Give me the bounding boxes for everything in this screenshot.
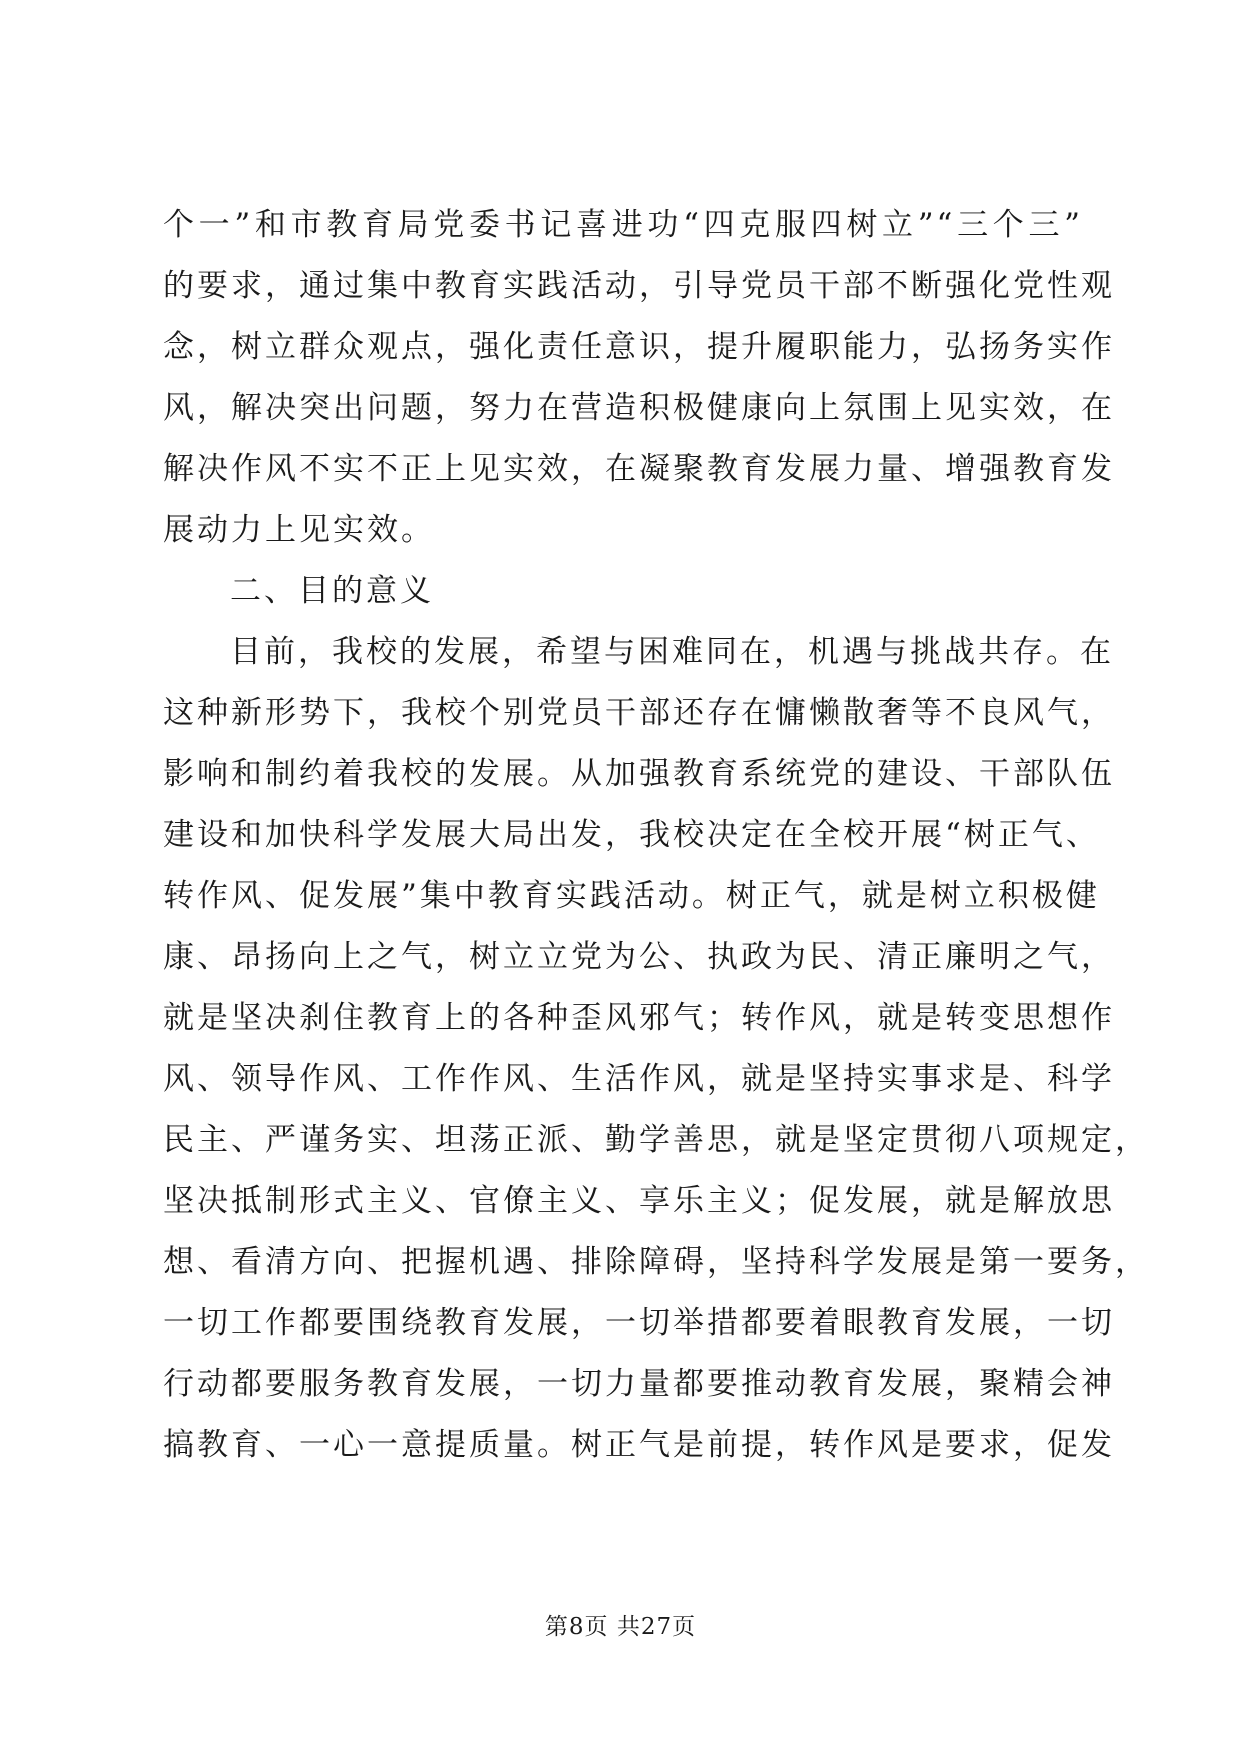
page-number-footer: 第8页 共27页	[544, 1614, 697, 1640]
text-line: 的要求，通过集中教育实践活动，引导党员干部不断强化党性观	[163, 268, 1115, 304]
text-line: 风，解决突出问题，努力在营造积极健康向上氛围上见实效，在	[163, 390, 1115, 426]
text-line: 展动力上见实效。	[163, 512, 435, 548]
text-line: 目前，我校的发展，希望与困难同在，机遇与挑战共存。在	[230, 634, 1114, 670]
text-line: 念，树立群众观点，强化责任意识，提升履职能力，弘扬务实作	[163, 329, 1115, 365]
text-line: 想、看清方向、把握机遇、排除障碍，坚持科学发展是第一要务，	[163, 1244, 1149, 1280]
text-line: 影响和制约着我校的发展。从加强教育系统党的建设、干部队伍	[163, 756, 1115, 792]
text-line: 解决作风不实不正上见实效，在凝聚教育发展力量、增强教育发	[163, 451, 1115, 487]
document-body	[163, 195, 1149, 1476]
text-line: 康、昂扬向上之气，树立立党为公、执政为民、清正廉明之气，	[163, 939, 1115, 975]
text-line: 坚决抵制形式主义、官僚主义、享乐主义；促发展，就是解放思	[163, 1183, 1115, 1219]
text-line: 这种新形势下，我校个别党员干部还存在慵懒散奢等不良风气，	[163, 695, 1115, 731]
text-line: 行动都要服务教育发展，一切力量都要推动教育发展，聚精会神	[163, 1366, 1115, 1402]
text-line: 就是坚决刹住教育上的各种歪风邪气；转作风，就是转变思想作	[163, 1000, 1115, 1036]
text-line: 转作风、促发展”集中教育实践活动。树正气，就是树立积极健	[163, 878, 1100, 914]
text-line: 民主、严谨务实、坦荡正派、勤学善思，就是坚定贯彻八项规定，	[163, 1122, 1149, 1158]
text-line: 搞教育、一心一意提质量。树正气是前提，转作风是要求，促发	[163, 1427, 1115, 1463]
text-line: 风、领导作风、工作作风、生活作风，就是坚持实事求是、科学	[163, 1061, 1115, 1097]
text-line: 一切工作都要围绕教育发展，一切举措都要着眼教育发展，一切	[163, 1305, 1115, 1341]
text-line: 个一”和市教育局党委书记喜进功“四克服四树立”“三个三”	[163, 207, 1083, 243]
paragraph-2	[163, 622, 1149, 1476]
paragraph-1	[163, 195, 1115, 561]
text-line: 建设和加快科学发展大局出发，我校决定在全校开展“树正气、	[163, 817, 1100, 853]
section-heading: 二、目的意义	[230, 573, 434, 609]
